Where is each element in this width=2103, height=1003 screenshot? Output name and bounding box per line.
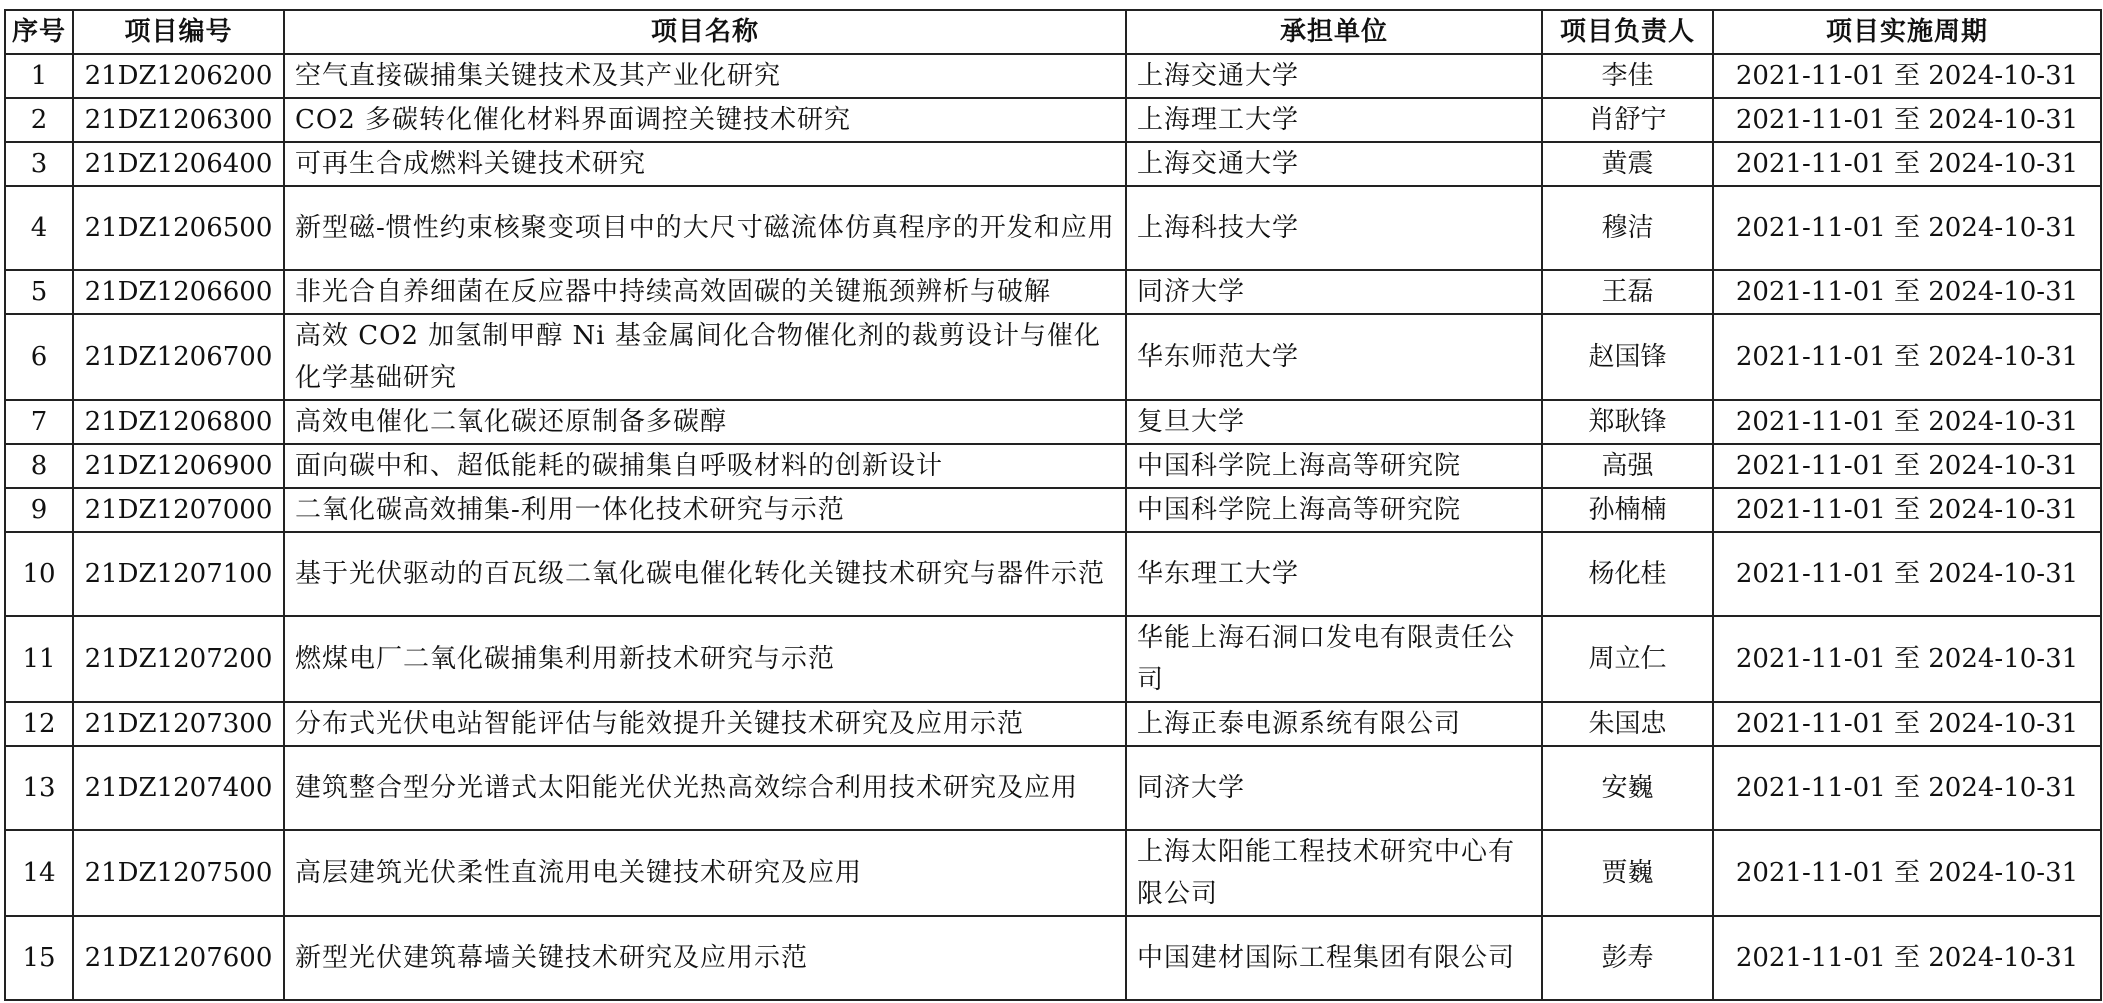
cell-project-code: 21DZ1206400 (73, 142, 284, 186)
cell-index: 3 (5, 142, 73, 186)
cell-project-code: 21DZ1206300 (73, 98, 284, 142)
cell-project-name: 新型磁-惯性约束核聚变项目中的大尺寸磁流体仿真程序的开发和应用 (284, 186, 1126, 270)
cell-period: 2021-11-01 至 2024-10-31 (1713, 270, 2101, 314)
table-row (5, 830, 2101, 916)
cell-period: 2021-11-01 至 2024-10-31 (1713, 532, 2101, 616)
cell-organization: 上海科技大学 (1126, 186, 1542, 270)
cell-project-lead: 赵国锋 (1542, 314, 1713, 400)
cell-project-lead: 肖舒宁 (1542, 98, 1713, 142)
cell-period: 2021-11-01 至 2024-10-31 (1713, 98, 2101, 142)
cell-project-lead: 贾巍 (1542, 830, 1713, 916)
cell-project-name: 基于光伏驱动的百瓦级二氧化碳电催化转化关键技术研究与器件示范 (284, 532, 1126, 616)
cell-project-lead: 黄震 (1542, 142, 1713, 186)
cell-index: 8 (5, 444, 73, 488)
cell-period: 2021-11-01 至 2024-10-31 (1713, 142, 2101, 186)
table-row (5, 54, 2101, 98)
cell-organization: 上海太阳能工程技术研究中心有限公司 (1126, 830, 1542, 916)
cell-organization: 同济大学 (1126, 746, 1542, 830)
cell-index: 15 (5, 916, 73, 1000)
cell-project-name: 新型光伏建筑幕墙关键技术研究及应用示范 (284, 916, 1126, 1000)
table-row (5, 400, 2101, 444)
cell-period: 2021-11-01 至 2024-10-31 (1713, 444, 2101, 488)
cell-project-name: 高层建筑光伏柔性直流用电关键技术研究及应用 (284, 830, 1126, 916)
cell-organization: 上海交通大学 (1126, 142, 1542, 186)
cell-project-name: 分布式光伏电站智能评估与能效提升关键技术研究及应用示范 (284, 702, 1126, 746)
cell-project-code: 21DZ1206600 (73, 270, 284, 314)
cell-period: 2021-11-01 至 2024-10-31 (1713, 54, 2101, 98)
cell-period: 2021-11-01 至 2024-10-31 (1713, 400, 2101, 444)
cell-project-code: 21DZ1207100 (73, 532, 284, 616)
header-project-code: 项目编号 (73, 10, 284, 54)
cell-index: 1 (5, 54, 73, 98)
cell-organization: 复旦大学 (1126, 400, 1542, 444)
header-project-lead: 项目负责人 (1542, 10, 1713, 54)
cell-project-name: 燃煤电厂二氧化碳捕集利用新技术研究与示范 (284, 616, 1126, 702)
cell-project-name: CO2 多碳转化催化材料界面调控关键技术研究 (284, 98, 1126, 142)
cell-period: 2021-11-01 至 2024-10-31 (1713, 616, 2101, 702)
cell-index: 9 (5, 488, 73, 532)
cell-project-code: 21DZ1207300 (73, 702, 284, 746)
cell-index: 2 (5, 98, 73, 142)
cell-organization: 上海理工大学 (1126, 98, 1542, 142)
header-period: 项目实施周期 (1713, 10, 2101, 54)
table-row (5, 98, 2101, 142)
cell-project-code: 21DZ1207000 (73, 488, 284, 532)
cell-project-lead: 穆洁 (1542, 186, 1713, 270)
cell-period: 2021-11-01 至 2024-10-31 (1713, 488, 2101, 532)
cell-project-code: 21DZ1207200 (73, 616, 284, 702)
cell-index: 14 (5, 830, 73, 916)
cell-project-name: 面向碳中和、超低能耗的碳捕集自呼吸材料的创新设计 (284, 444, 1126, 488)
table-row (5, 314, 2101, 400)
cell-organization: 中国建材国际工程集团有限公司 (1126, 916, 1542, 1000)
project-table (4, 9, 2102, 1001)
cell-project-name: 二氧化碳高效捕集-利用一体化技术研究与示范 (284, 488, 1126, 532)
cell-project-name: 可再生合成燃料关键技术研究 (284, 142, 1126, 186)
table-row (5, 186, 2101, 270)
header-project-name: 项目名称 (284, 10, 1126, 54)
cell-index: 4 (5, 186, 73, 270)
table-body (5, 54, 2101, 1000)
cell-project-code: 21DZ1206800 (73, 400, 284, 444)
table-row (5, 616, 2101, 702)
cell-period: 2021-11-01 至 2024-10-31 (1713, 830, 2101, 916)
cell-project-lead: 彭寿 (1542, 916, 1713, 1000)
cell-period: 2021-11-01 至 2024-10-31 (1713, 702, 2101, 746)
cell-project-code: 21DZ1206500 (73, 186, 284, 270)
cell-index: 12 (5, 702, 73, 746)
cell-period: 2021-11-01 至 2024-10-31 (1713, 314, 2101, 400)
cell-index: 13 (5, 746, 73, 830)
cell-project-lead: 郑耿锋 (1542, 400, 1713, 444)
cell-period: 2021-11-01 至 2024-10-31 (1713, 746, 2101, 830)
cell-project-name: 高效电催化二氧化碳还原制备多碳醇 (284, 400, 1126, 444)
table-row (5, 746, 2101, 830)
cell-project-code: 21DZ1206200 (73, 54, 284, 98)
cell-organization: 中国科学院上海高等研究院 (1126, 488, 1542, 532)
cell-period: 2021-11-01 至 2024-10-31 (1713, 916, 2101, 1000)
cell-index: 6 (5, 314, 73, 400)
cell-organization: 华东师范大学 (1126, 314, 1542, 400)
cell-project-lead: 王磊 (1542, 270, 1713, 314)
cell-project-code: 21DZ1207600 (73, 916, 284, 1000)
cell-project-lead: 李佳 (1542, 54, 1713, 98)
cell-project-code: 21DZ1207500 (73, 830, 284, 916)
cell-project-lead: 高强 (1542, 444, 1713, 488)
cell-project-lead: 周立仁 (1542, 616, 1713, 702)
cell-organization: 上海交通大学 (1126, 54, 1542, 98)
table-row (5, 532, 2101, 616)
cell-project-name: 高效 CO2 加氢制甲醇 Ni 基金属间化合物催化剂的裁剪设计与催化化学基础研究 (284, 314, 1126, 400)
table-row (5, 142, 2101, 186)
header-index: 序号 (5, 10, 73, 54)
cell-index: 11 (5, 616, 73, 702)
table-row (5, 488, 2101, 532)
cell-organization: 同济大学 (1126, 270, 1542, 314)
cell-organization: 上海正泰电源系统有限公司 (1126, 702, 1542, 746)
cell-project-code: 21DZ1206900 (73, 444, 284, 488)
cell-project-lead: 安巍 (1542, 746, 1713, 830)
cell-project-code: 21DZ1207400 (73, 746, 284, 830)
table-row (5, 270, 2101, 314)
cell-index: 10 (5, 532, 73, 616)
cell-index: 7 (5, 400, 73, 444)
table-row (5, 916, 2101, 1000)
cell-organization: 华能上海石洞口发电有限责任公司 (1126, 616, 1542, 702)
table-row (5, 444, 2101, 488)
cell-index: 5 (5, 270, 73, 314)
table-row (5, 702, 2101, 746)
cell-project-name: 空气直接碳捕集关键技术及其产业化研究 (284, 54, 1126, 98)
cell-project-name: 建筑整合型分光谱式太阳能光伏光热高效综合利用技术研究及应用 (284, 746, 1126, 830)
cell-project-lead: 孙楠楠 (1542, 488, 1713, 532)
cell-period: 2021-11-01 至 2024-10-31 (1713, 186, 2101, 270)
cell-project-lead: 杨化桂 (1542, 532, 1713, 616)
cell-project-code: 21DZ1206700 (73, 314, 284, 400)
table-header-row (5, 10, 2101, 54)
cell-organization: 华东理工大学 (1126, 532, 1542, 616)
cell-organization: 中国科学院上海高等研究院 (1126, 444, 1542, 488)
cell-project-lead: 朱国忠 (1542, 702, 1713, 746)
cell-project-name: 非光合自养细菌在反应器中持续高效固碳的关键瓶颈辨析与破解 (284, 270, 1126, 314)
header-organization: 承担单位 (1126, 10, 1542, 54)
